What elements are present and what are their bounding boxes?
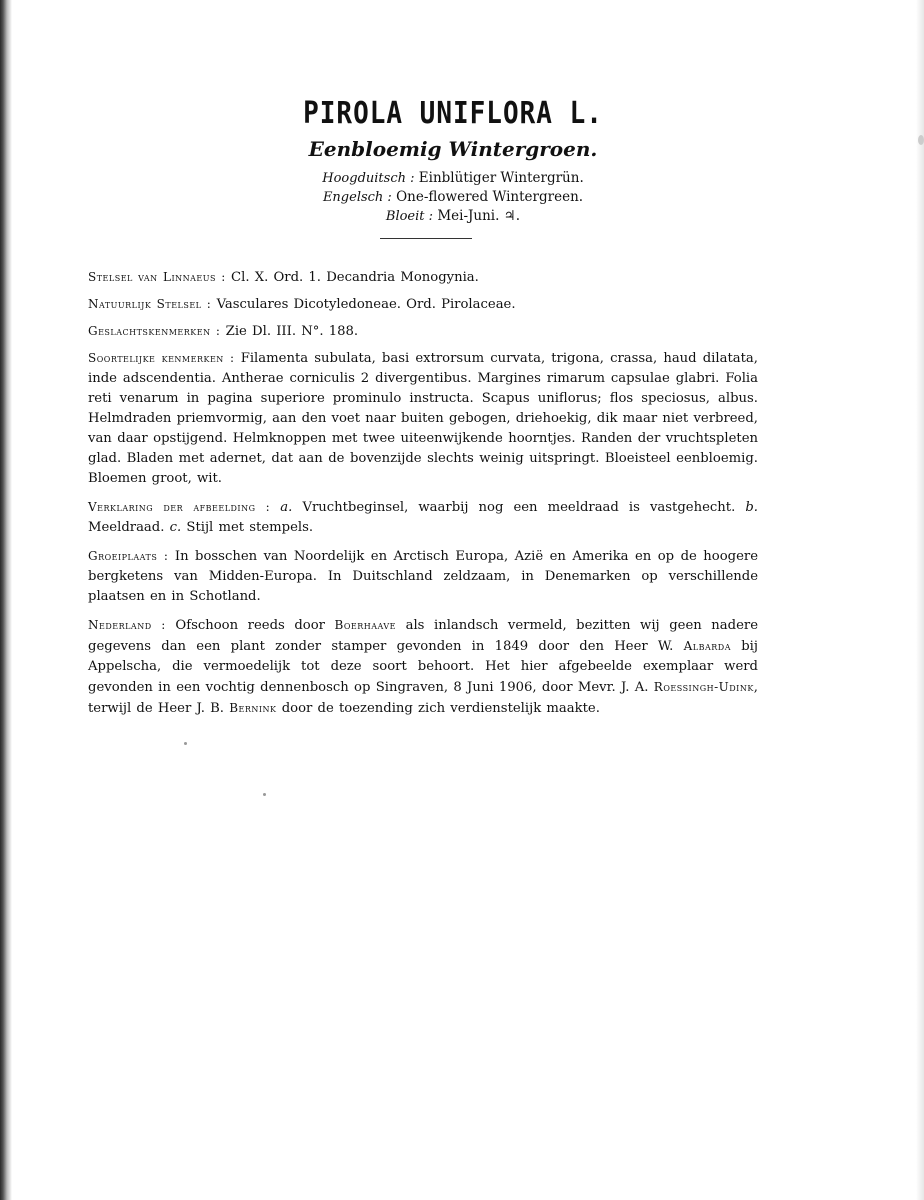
- nl-text-5: door de toezending zich verdienstelijk maakte.: [281, 701, 600, 716]
- species-characters: [88, 348, 758, 489]
- german-label: Hoogduitsch :: [322, 171, 415, 186]
- scan-speck: [184, 742, 187, 745]
- habitat-label: Groeiplaats :: [88, 549, 169, 563]
- species-latin: Filamenta subulata, basi extrorsum curvata, trigona, crassa, haud dilatata, inde adscendentia. Antherae corniculis 2 divergentibus. Margines rimarum capsulae glabri. Folia reti venarum in pagina superiore prominulo instructa. Scapus uniflorus; flos speciosus, albus.: [88, 351, 758, 406]
- natural-label: Natuurlijk Stelsel :: [88, 297, 212, 311]
- habitat-text: In bosschen van Noordelijk en Arctisch Europa, Azië en Amerika en op de hoogere bergketens van Midden-Europa. In Duitschland zeldzaam, in Denemarken op verschillende plaatsen en in Schotland.: [88, 549, 758, 604]
- nl-text-2: als inlandsch vermeld, bezitten wij geen nadere gegevens dan een plant zonder stamper gevonden in 1849 door den Heer W.: [88, 618, 758, 654]
- page-title: PIROLA UNIFLORA L.: [303, 96, 603, 132]
- genus-label: Geslachtskenmerken :: [88, 324, 221, 338]
- linnaeus-system: [88, 267, 758, 288]
- page-header: [88, 96, 758, 226]
- figure-c-text: Stijl met stempels.: [186, 520, 314, 535]
- scan-right-edge: [916, 0, 924, 1200]
- netherlands-occurrence: [88, 615, 758, 719]
- figure-b-marker: b.: [745, 500, 758, 515]
- figure-a-marker: a.: [280, 500, 293, 515]
- figure-label: Verklaring der afbeelding :: [88, 500, 271, 514]
- genus-text: Zie Dl. III. N°. 188.: [225, 324, 359, 339]
- bloom-value: Mei-Juni. ♃.: [437, 208, 521, 224]
- species-dutch: Helmdraden priemvormig, aan den voet naar buiten gebogen, driehoekig, dik maar niet verbreed, van daar opstijgend. Helmknoppen met twee uiteenwijkende hoorntjes. Randen der vruchtspleten glad. Bladen met adernet, dat aan de bovenzijde slechts weinig uitspringt. Bloeisteel eenbloemig. Bloemen groot, wit.: [88, 411, 758, 486]
- natural-system: [88, 294, 758, 315]
- header-divider: [380, 238, 472, 239]
- nl-person-albarda: Albarda: [683, 639, 731, 653]
- genus-characters: [88, 321, 758, 342]
- bloom-line: [88, 207, 758, 226]
- netherlands-label: Nederland :: [88, 618, 166, 632]
- english-name: One-flowered Wintergreen.: [396, 189, 584, 205]
- linnaeus-label: Stelsel van Linnaeus :: [88, 270, 226, 284]
- nl-text-4: , terwijl de Heer J. B.: [88, 680, 758, 716]
- nl-text-1: Ofschoon reeds door: [175, 618, 325, 633]
- german-name: Einblütiger Wintergrün.: [418, 170, 584, 186]
- scan-speck: [918, 135, 924, 145]
- english-name-line: [88, 188, 758, 207]
- figure-c-marker: c.: [169, 520, 182, 535]
- nl-text-3: bij Appelscha, die vermoedelijk tot deze soort behoort. Het hier afgebeelde exemplaar werd gevonden in een vochtig dennenbosch op Singraven, 8 Juni 1906, door Mevr. J. A.: [88, 639, 758, 695]
- german-name-line: [88, 169, 758, 188]
- nl-person-roessingh-udink: Roessingh-Udink: [653, 680, 754, 694]
- scan-left-edge: [0, 0, 12, 1200]
- nl-person-bernink: Bernink: [229, 701, 277, 715]
- bloom-label: Bloeit :: [385, 209, 434, 224]
- habitat: [88, 546, 758, 607]
- scan-speck: [263, 793, 266, 796]
- nl-person-boerhaave: Boerhaave: [334, 618, 397, 632]
- figure-b-text: Meeldraad.: [88, 520, 165, 535]
- natural-text: Vasculares Dicotyledoneae. Ord. Pirolaceae.: [216, 297, 516, 312]
- dutch-common-name: Eenbloemig Wintergroen.: [308, 137, 598, 161]
- linnaeus-text: Cl. X. Ord. 1. Decandria Monogynia.: [231, 270, 479, 285]
- figure-explanation: [88, 497, 758, 538]
- document-page: [88, 95, 758, 727]
- figure-a-text: Vruchtbeginsel, waarbij nog een meeldraad is vastgehecht.: [302, 500, 736, 515]
- species-label: Soortelijke kenmerken :: [88, 351, 235, 365]
- english-label: Engelsch :: [322, 190, 392, 205]
